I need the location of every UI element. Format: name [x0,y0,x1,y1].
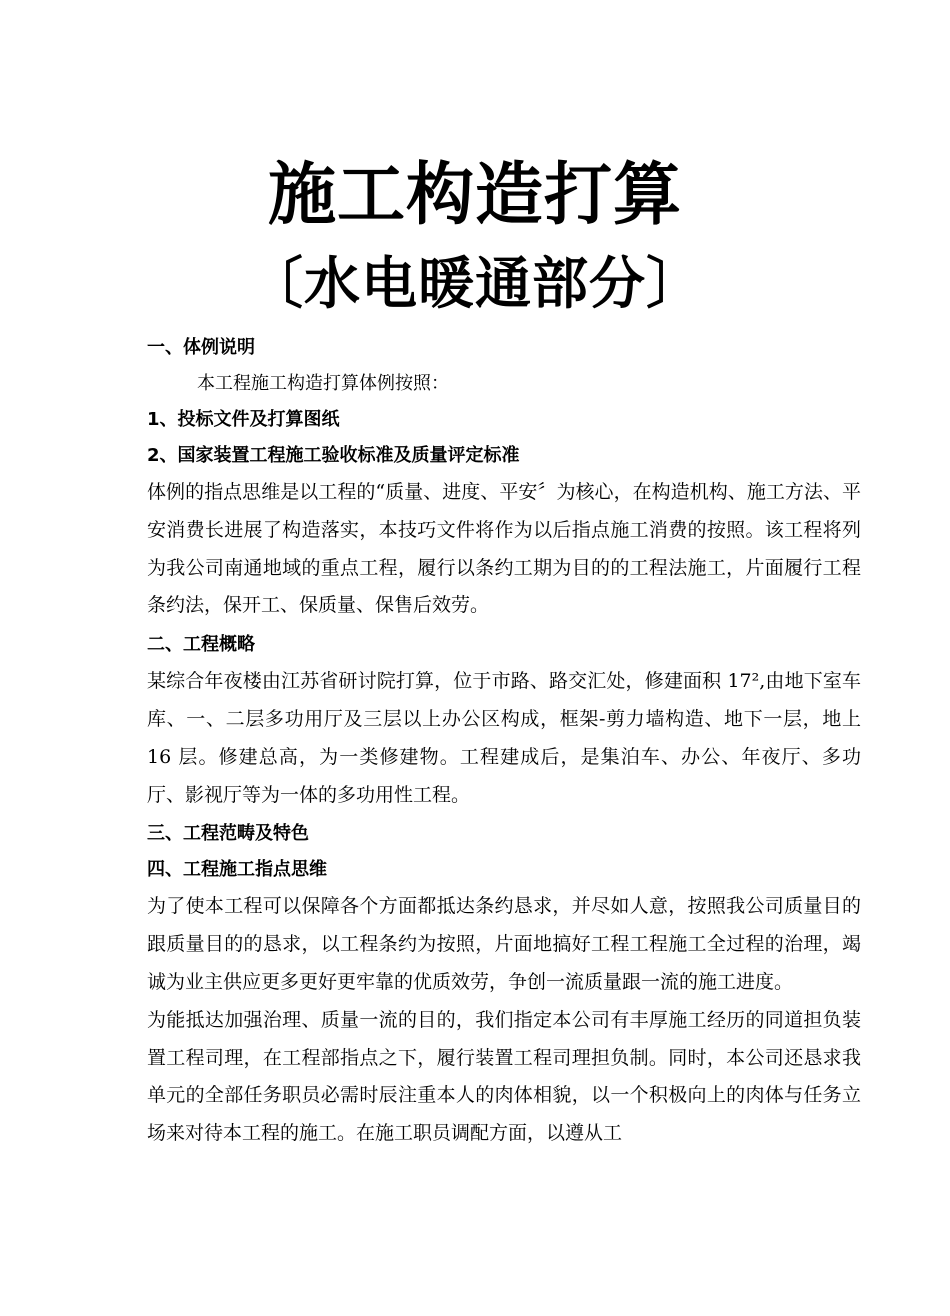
document-body [147,330,861,1153]
section-2-paragraph: 某综合年夜楼由江苏省研讨院打算，位于市路、路交汇处，修建面积 17²,由地下室车库、一、二层多功用厅及三层以上办公区构成，框架-剪力墙构造、地下一层，地上 16 层。修建总高，为一类修建物。工程建成后，是集泊车、办公、年夜厅、多功厅、影视厅等为一体的多功用性工程。 [147,670,861,806]
list-item-2: 2、国家装置工程施工验收标准及质量评定标准 [147,445,520,466]
section-heading-3: 三、工程范畴及特色 [147,823,309,845]
section-1-lead: 本工程施工构造打算体例按照： [197,373,449,394]
document-title: 施工构造打算 [267,156,682,235]
section-1-paragraph: 体例的指点思维是以工程的“质量、进度、平安〞为核心，在构造机构、施工方法、平安消费长进展了构造落实，本技巧文件将作为以后指点施工消费的按照。该工程将列为我公司南通地域的重点工程，履行以条约工期为目的的工程法施工，片面履行工程条约法，保开工、保质量、保售后效劳。 [147,481,861,617]
section-4-paragraph-1: 为了使本工程可以保障各个方面都抵达条约恳求，并尽如人意，按照我公司质量目的跟质量目的的恳求，以工程条约为按照，片面地搞好工程工程施工全过程的治理，竭诚为业主供应更多更好更牢靠的优质效劳，争创一流质量跟一流的施工进度。 [147,895,861,993]
section-4-paragraph-2: 为能抵达加强治理、质量一流的目的，我们指定本公司有丰厚施工经历的同道担负装置工程司理，在工程部指点之下，履行装置工程司理担负制。同时，本公司还恳求我单元的全部任务职员必需时辰注重本人的肉体相貌，以一个积极向上的肉体与任务立场来对待本工程的施工。在施工职员调配方面，以遵从工 [147,1008,861,1145]
section-heading-1: 一、体例说明 [147,337,255,358]
list-item-1: 1、投标文件及打算图纸 [147,409,340,430]
section-heading-2: 二、工程概略 [147,634,255,656]
document-subtitle: 〔水电暖通部分〕 [247,252,703,317]
section-heading-4: 四、工程施工指点思维 [147,859,327,881]
